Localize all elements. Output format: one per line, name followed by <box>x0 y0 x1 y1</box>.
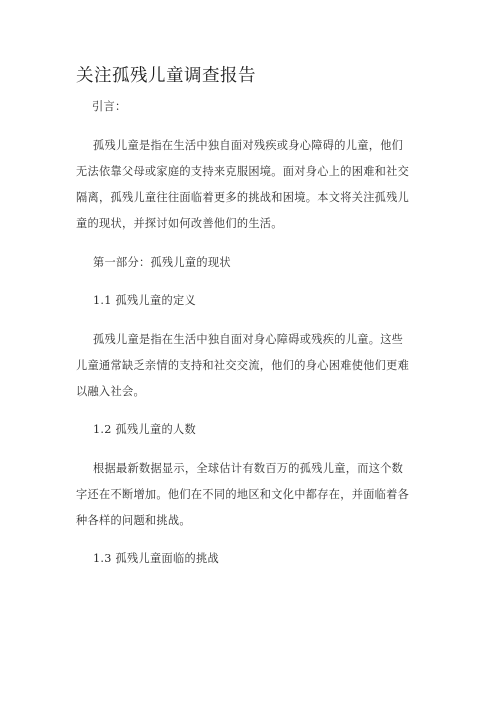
s1-2-line-2: 字还在不断增加。他们在不同的地区和文化中都存在，并面临着各 <box>76 488 410 501</box>
intro-line-2: 无法依靠父母或家庭的支持来克服困境。面对身心上的困难和社交 <box>76 165 410 178</box>
part1-heading: 第一部分：孤残儿童的现状 <box>93 256 231 269</box>
s1-1-line-2: 儿童通常缺乏亲情的支持和社交交流，他们的身心困难使他们更难 <box>76 359 410 372</box>
section-1-1-heading: 1.1 孤残儿童的定义 <box>93 294 196 307</box>
section-1-3-heading: 1.3 孤残儿童面临的挑战 <box>93 552 219 565</box>
s1-2-line-3: 种各样的问题和挑战。 <box>76 514 191 527</box>
intro-line-1: 孤残儿童是指在生活中独自面对残疾或身心障碍的儿童，他们 <box>93 139 404 152</box>
section-1-2-heading: 1.2 孤残儿童的人数 <box>93 423 196 436</box>
s1-1-line-3: 以融入社会。 <box>76 385 145 398</box>
s1-1-line-1: 孤残儿童是指在生活中独自面对身心障碍或残疾的儿童。这些 <box>93 333 404 346</box>
intro-heading: 引言： <box>92 100 127 113</box>
intro-line-4: 童的现状，并探讨如何改善他们的生活。 <box>76 217 283 230</box>
s1-2-line-1: 根据最新数据显示，全球估计有数百万的孤残儿童，而这个数 <box>93 462 404 475</box>
document-title: 关注孤残儿童调查报告 <box>76 66 256 86</box>
intro-line-3: 隔离，孤残儿童往往面临着更多的挑战和困境。本文将关注孤残儿 <box>76 191 410 204</box>
